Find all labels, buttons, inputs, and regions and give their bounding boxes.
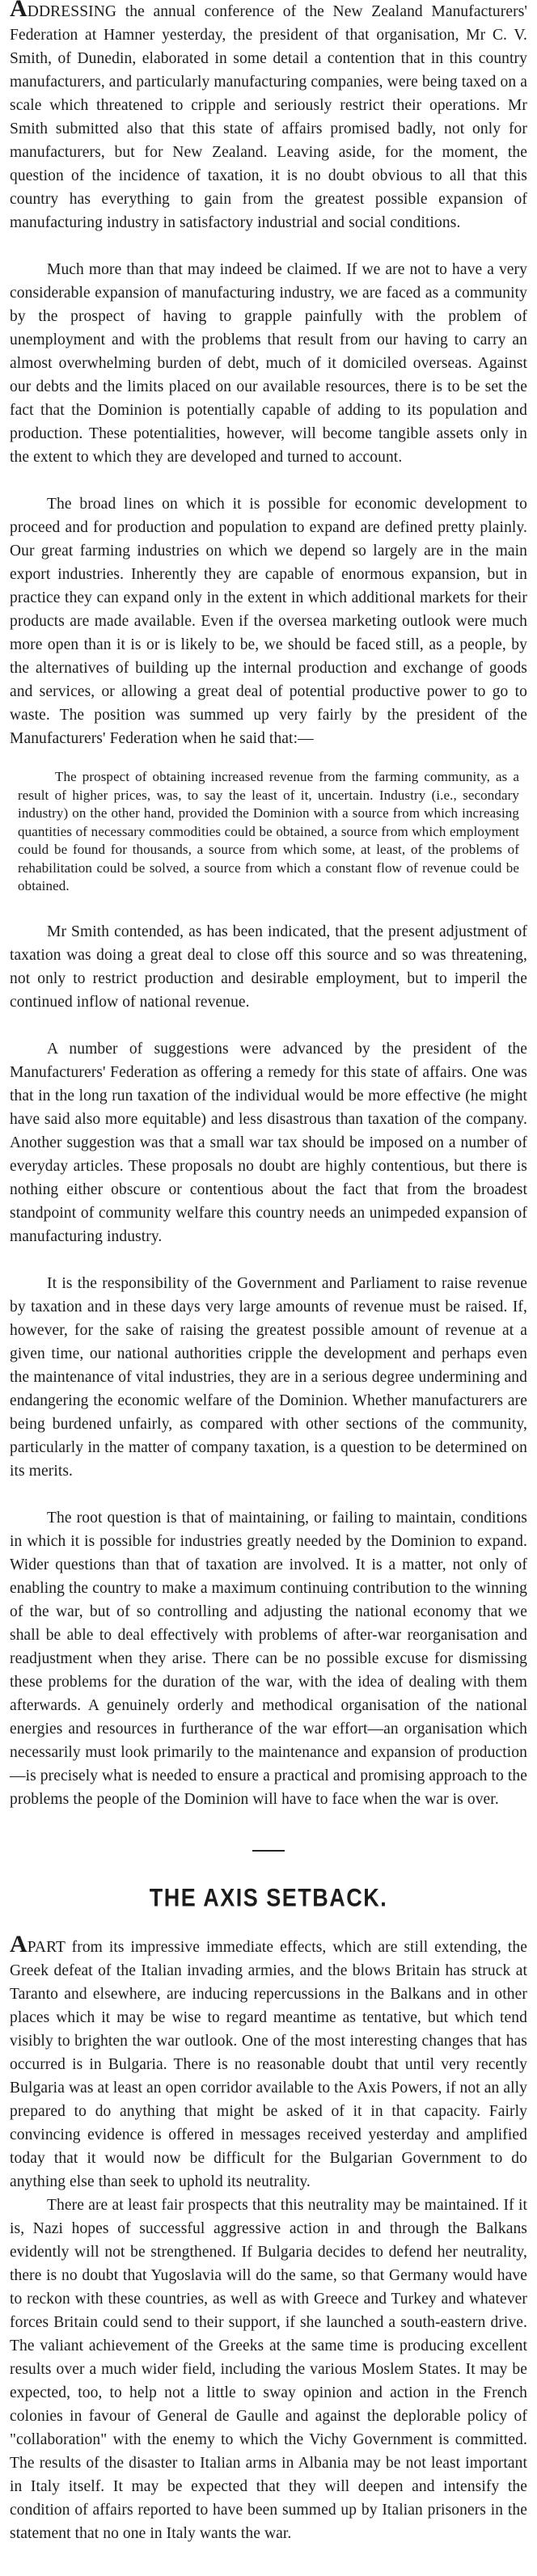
article1-paragraph-6: It is the responsibility of the Government and Parliament to raise revenue by taxation and in these days very large amounts of revenue must be raised. If, however, for the sake of raising the greatest possible amount of revenue at a given time, our national authorities cripple the development and perhaps even the maintenance of vital industries, they are in a serious degree undermining and endangering the economic welfare of the Dominion. Whether manufacturers are being burdened unfairly, as compared with other sections of the community, particularly in the matter of company taxation, is a question to be determined on its merits. bbox=[10, 1274, 527, 1480]
article1-paragraph-3: The broad lines on which it is possible for economic development to proceed and for production and population to expand are defined pretty plainly. Our great farming industries on which we depend so largely are in the main export industries. Inherently they are capable of enormous expansion, but in practice they can expand only in the extent in which additional markets for their products are made available. Even if the oversea marketing outlook were much more open than it is or is likely to be, we should be faced still, as a people, by the alternatives of building up the internal production and exchange of goods and services, or allowing a great deal of potential productive power to go to waste. The position was summed up very fairly by the president of the Manufacturers' Federation when he said that:— bbox=[10, 496, 527, 747]
article2-paragraph-1: APART from its impressive immediate effects, which are still extending, the Greek defeat of the Italian invading armies, and the blows Britain has struck at Taranto and elsewhere, are inducing repercussions in the Balkans and in other places which it may be wise to regard meantime as tentative, but which tend visibly to brighten the war outlook. One of the most interesting changes that has occurred is in Bulgaria. There is no reasonable doubt that until very recently Bulgaria was at least an open corridor available to the Axis Powers, if not an ally prepared to do anything that might be asked of it in that capacity. Fairly convincing evidence is offered in messages received yesterday and amplified today that it would now be difficult for the Bulgarian Government to do anything else than seek to uphold its neutrality. bbox=[10, 1930, 527, 2190]
article1-paragraph-5: A number of suggestions were advanced by the president of the Manufacturers' Federation as offering a remedy for this state of affairs. One was that in the long run taxation of the individual would be more effective (he might have said also more equitable) and less disastrous than taxation of the company. Another suggestion was that a small war tax should be imposed on a number of everyday articles. These proposals no doubt are highly contentious, but there is nothing either obscure or contentious about the fact that from the broadest standpoint of community welfare this country needs an unimpeded expansion of manufacturing industry. bbox=[10, 1040, 527, 1245]
quoted-statement: The prospect of obtaining increased revenue from the farming community, as a result of higher prices, was, to say the least of it, uncertain. Industry (i.e., secondary industry) on the other hand, provided the Dominion with a source from which increasing quantities of necessary commodities could be obtained, a source from which employment could be found for thousands, a source from which some, at least, of the problems of rehabilitation could be solved, a source from which a constant flow of revenue could be obtained. bbox=[18, 769, 519, 893]
article1-paragraph-7: The root question is that of maintaining, or failing to maintain, conditions in which it is possible for industries greatly needed by the Dominion to expand. Wider questions than that of taxation are involved. It is a matter, not only of enabling the country to make a maximum continuing contribution to the winning of the war, but of so controlling and adjusting the national economy that we shall be able to deal effectively with problems of after-war reorganisation and readjustment when they arise. There can be no possible excuse for dismissing these problems for the duration of the war, with the idea of dealing with them afterwards. A genuinely orderly and methodical organisation of the national energies and resources in furtherance of the war effort—an organisation which necessarily must look primarily to the maintenance and expansion of production—is precisely what is needed to ensure a practical and promising approach to the problems the people of the Dominion will have to face when the war is over. bbox=[10, 1509, 527, 1808]
drop-cap: A bbox=[10, 0, 27, 22]
section-divider bbox=[252, 1850, 285, 1852]
article1-paragraph-1: ADDRESSING the annual conference of the New Zealand Manufacturers' Federation at Hamner yesterday, the president of that organisation, Mr C. V. Smith, of Dunedin, elaborated in some detail a contention that in this country manufacturers, and particularly manufacturing companies, were being taxed on a scale which threatened to cripple and seriously restrict their operations. Mr Smith submitted also that this state of affairs promised badly, not only for manufacturers, but for New Zealand. Leaving aside, for the moment, the question of the incidence of taxation, it is no doubt obvious to all that this country has everything to gain from the greatest possible expansion of manufacturing industry in satisfactory industrial and social conditions. bbox=[10, 0, 527, 234]
article1-paragraph-4: Mr Smith contended, as has been indicated, that the present adjustment of taxation was doing a great deal to close off this source and so was threatening, not only to restrict production and desirable employment, but to imperil the continued inflow of national revenue. bbox=[10, 923, 527, 1011]
article-axis-setback bbox=[10, 1884, 527, 2545]
article-headline: THE AXIS SETBACK. bbox=[149, 1883, 388, 1911]
newspaper-column bbox=[10, 0, 527, 2545]
article1-paragraph-2: Much more than that may indeed be claimed. If we are not to have a very considerable expansion of manufacturing industry, we are faced as a community by the prospect of having to grapple painfully with the problem of unemployment and with the problems that result from our having to carry an almost overwhelming burden of debt, much of it domiciled overseas. Against our debts and the limits placed on our available resources, there is to be set the fact that the Dominion is potentially capable of adding to its population and production. These potentialities, however, will become tangible assets only in the extent to which they are developed and turned to account. bbox=[10, 261, 527, 466]
drop-cap: A bbox=[10, 1930, 27, 1957]
article2-paragraph-2: There are at least fair prospects that this neutrality may be maintained. If it is, Nazi hopes of successful aggressive action in and through the Balkans evidently will not be strengthened. If Bulgaria decides to defend her neutrality, there is no doubt that Yugoslavia will do the same, so that Germany would have to reckon with these countries, as well as with Greece and Turkey and whatever forces Britain could send to their support, if she launched a south-eastern drive. The valiant achievement of the Greeks at the same time is producing excellent results over a much wider field, including the various Moslem States. It may be expected, too, to help not a little to sway opinion and action in the French colonies in favour of General de Gaulle and against the deplorable policy of "collaboration" with the enemy to which the Vichy Government is committed. The results of the disaster to Italian arms in Albania may be not least important in Italy itself. It may be expected that they will deepen and intensify the condition of affairs reported to have been summed up by Italian prisoners in the statement that no one in Italy wants the war. bbox=[10, 2196, 527, 2542]
article-manufacturing-taxation bbox=[10, 0, 527, 1811]
